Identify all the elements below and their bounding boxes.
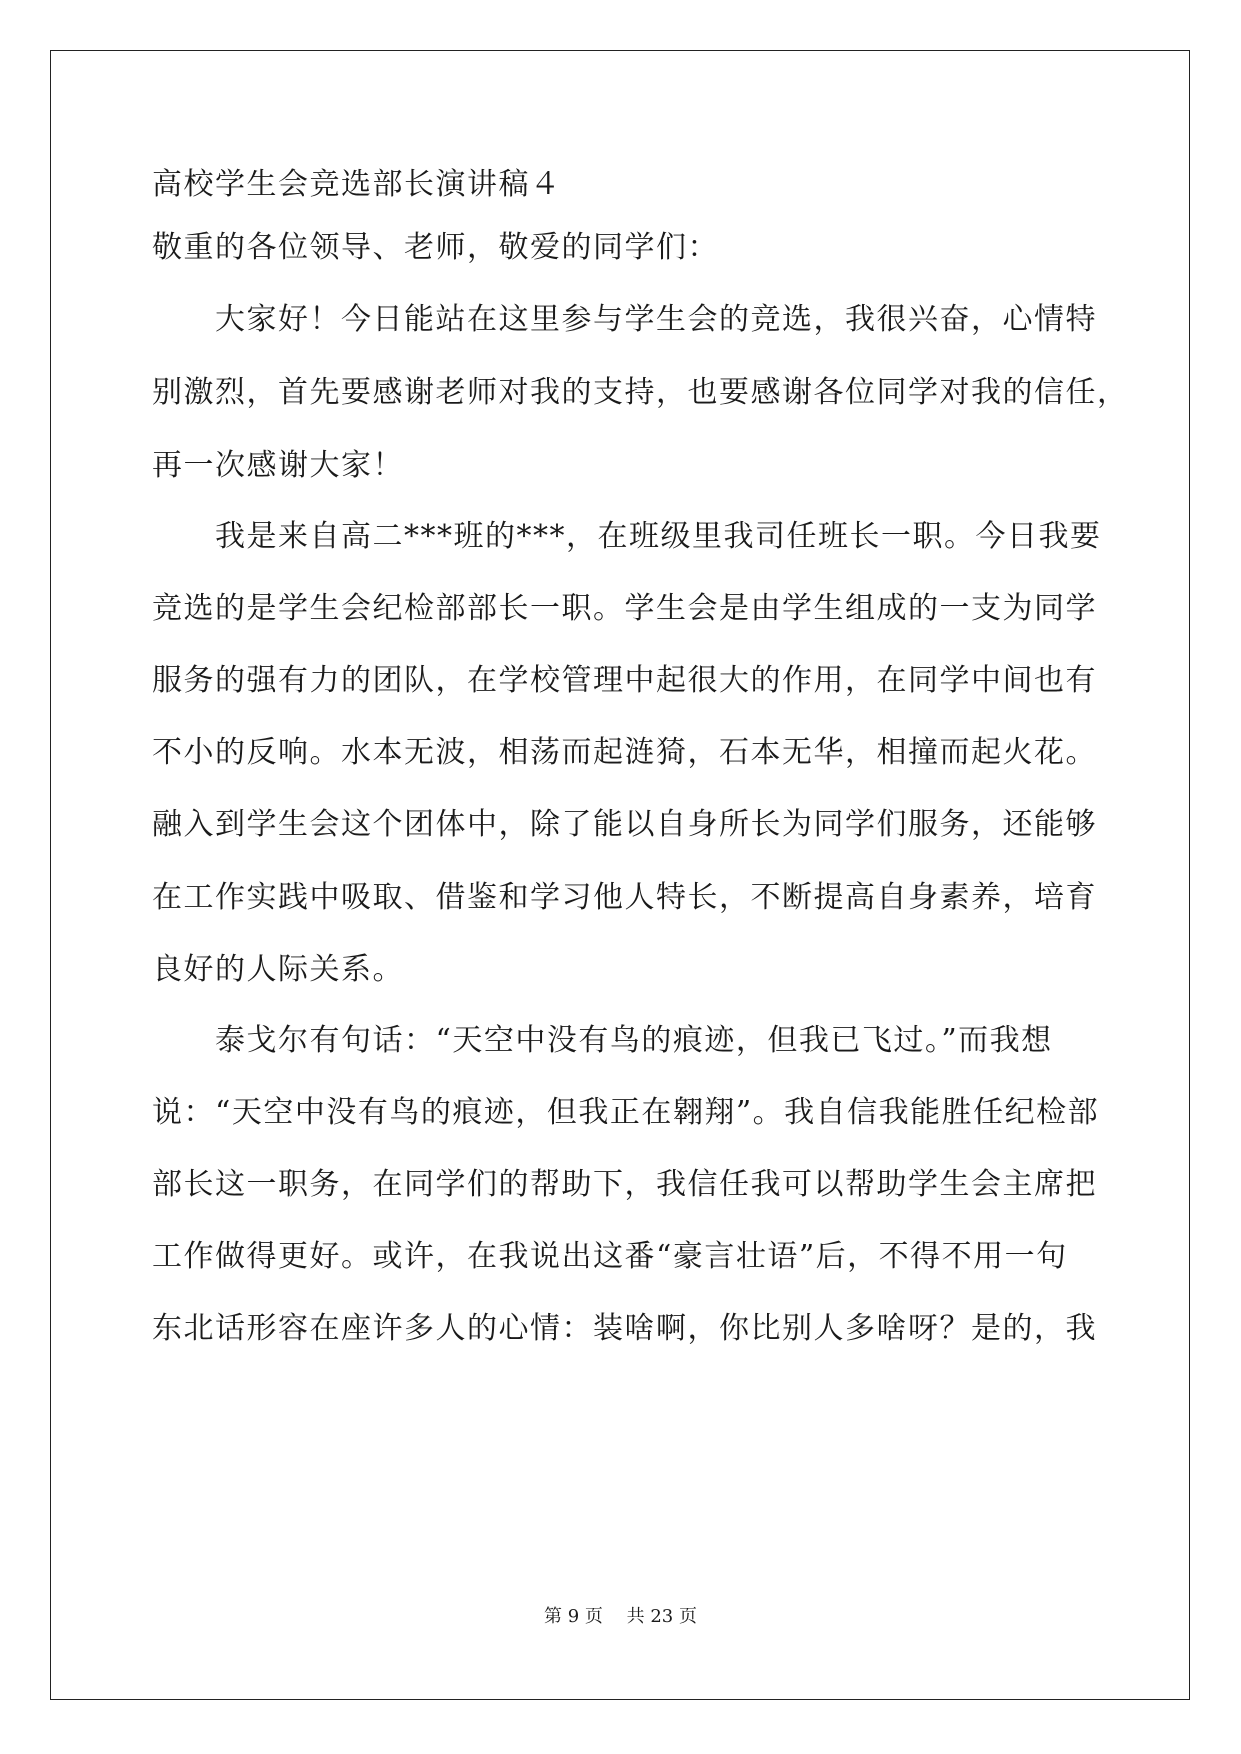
paragraph-line: 服务的强有力的团队，在学校管理中起很大的作用，在同学中间也有	[152, 663, 1097, 698]
paragraph-line: 竞选的是学生会纪检部部长一职。学生会是由学生组成的一支为同学	[152, 591, 1097, 626]
paragraph-line: 部长这一职务，在同学们的帮助下，我信任我可以帮助学生会主席把	[152, 1167, 1097, 1202]
paragraph-line: 融入到学生会这个团体中，除了能以自身所长为同学们服务，还能够	[152, 807, 1097, 842]
paragraph-line: 东北话形容在座许多人的心情：装啥啊，你比别人多啥呀？是的，我	[152, 1311, 1097, 1346]
paragraph-line: 不小的反响。水本无波，相荡而起涟猗，石本无华，相撞而起火花。	[152, 735, 1097, 770]
paragraph-line: 在工作实践中吸取、借鉴和学习他人特长，不断提高自身素养，培育	[152, 880, 1097, 915]
document-title: 高校学生会竞选部长演讲稿４	[152, 167, 562, 202]
page-border	[50, 50, 1190, 1700]
paragraph-line: 说：“天空中没有鸟的痕迹，但我正在翱翔”。我自信我能胜任纪检部	[152, 1095, 1100, 1130]
paragraph-line: 泰戈尔有句话：“天空中没有鸟的痕迹，但我已飞过。”而我想	[152, 1023, 1053, 1058]
paragraph-line: 别激烈，首先要感谢老师对我的支持，也要感谢各位同学对我的信任，	[152, 375, 1129, 410]
paragraph-line: 良好的人际关系。	[152, 952, 404, 987]
paragraph-line: 我是来自高二***班的***，在班级里我司任班长一职。今日我要	[152, 519, 1102, 554]
paragraph-line: 工作做得更好。或许，在我说出这番“豪言壮语”后，不得不用一句	[152, 1239, 1068, 1274]
page-number: 第 9 页 共 23 页	[544, 1606, 697, 1627]
paragraph-line: 大家好！今日能站在这里参与学生会的竞选，我很兴奋，心情特	[152, 302, 1097, 337]
paragraph-line: 再一次感谢大家！	[152, 448, 404, 483]
paragraph-line: 敬重的各位领导、老师，敬爱的同学们：	[152, 230, 719, 265]
